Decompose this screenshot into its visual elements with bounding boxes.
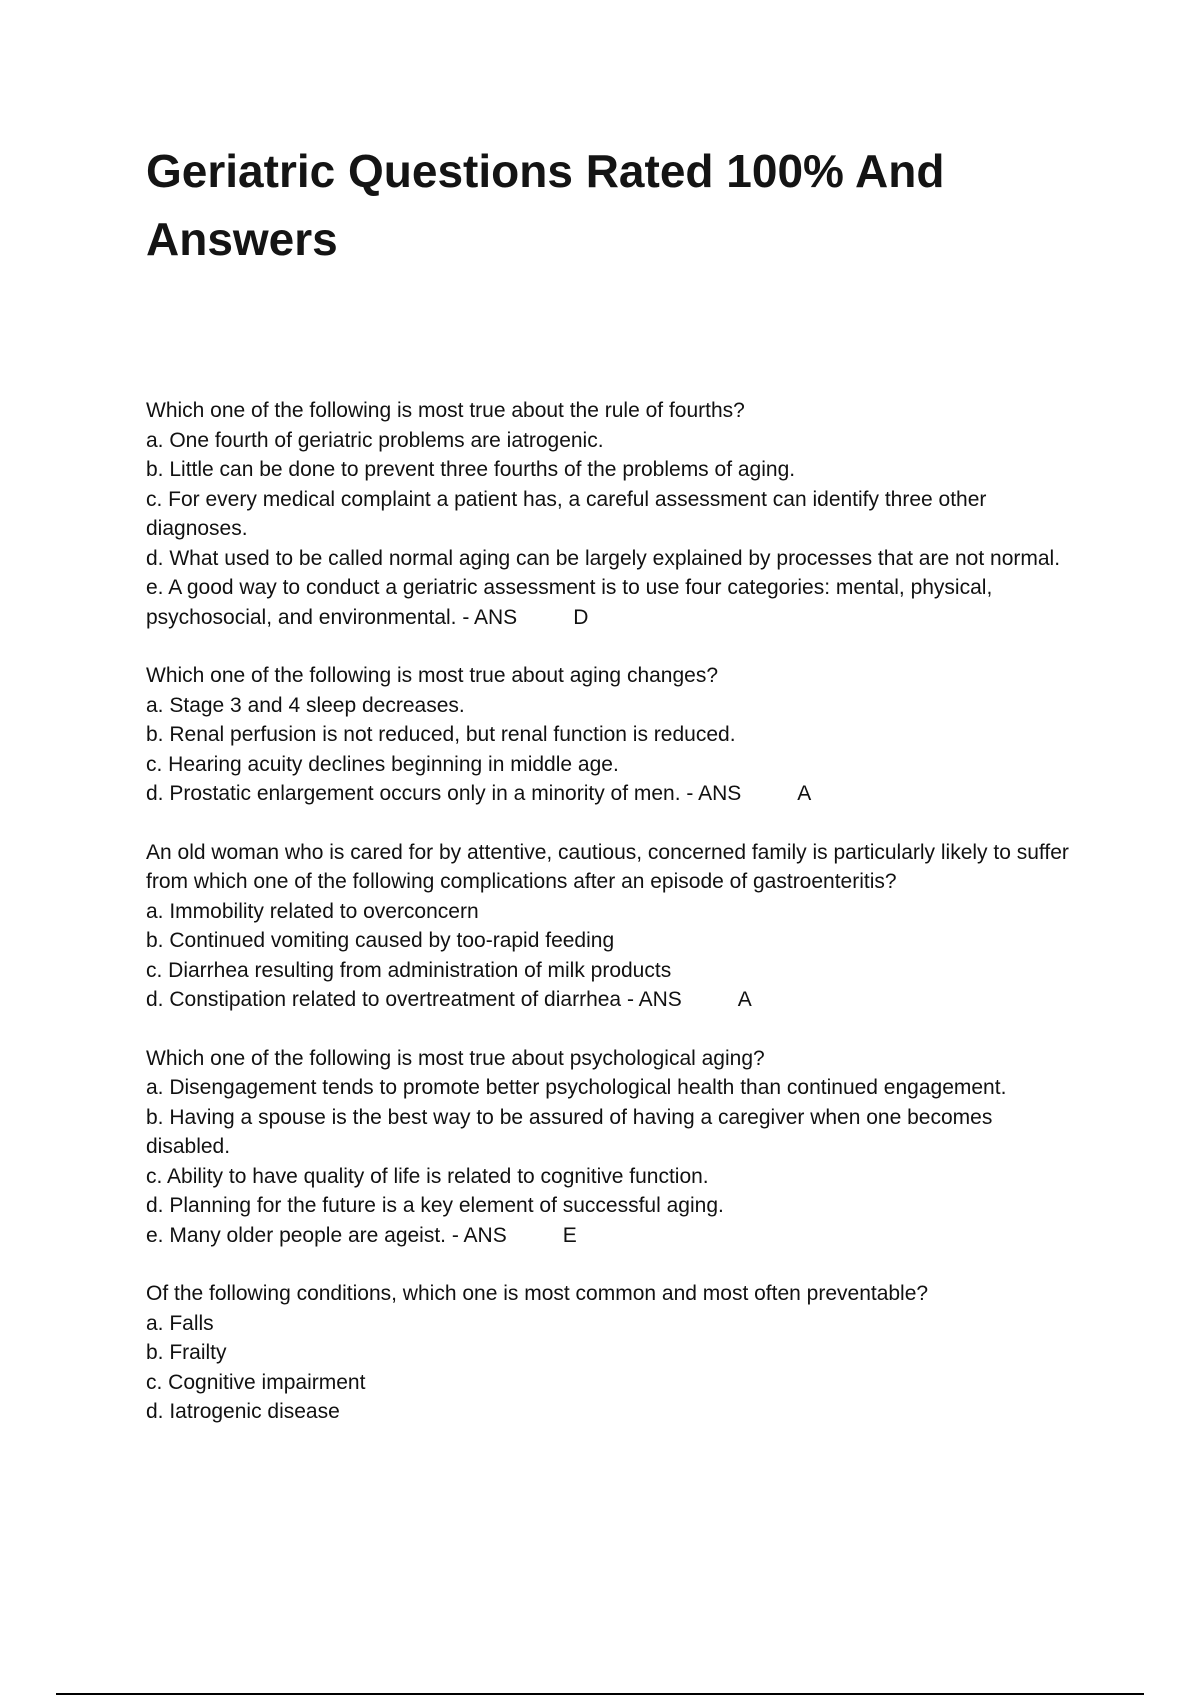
answer-option: c. Hearing acuity declines beginning in middle age. — [146, 752, 619, 776]
answer-option: d. Iatrogenic disease — [146, 1400, 340, 1423]
answer-option: a. One fourth of geriatric problems are iatrogenic. — [146, 428, 604, 452]
answer-option: a. Disengagement tends to promote better psychological health than continued engagement. — [146, 1076, 1007, 1099]
answer-option: b. Renal perfusion is not reduced, but renal function is reduced. — [146, 723, 736, 746]
question-stem: Which one of the following is most true about psychological aging? — [146, 1046, 765, 1070]
correct-answer: E — [562, 1223, 577, 1247]
question-block — [146, 1044, 1076, 1251]
answer-option-text: d. Constipation related to overtreatment of diarrhea - ANS — [146, 988, 682, 1011]
question-stem: Which one of the following is most true about the rule of fourths? — [146, 399, 745, 422]
question-list — [146, 396, 1076, 1456]
correct-answer: A — [737, 988, 752, 1011]
answer-option-final — [146, 1221, 1076, 1251]
answer-option: d. What used to be called normal aging can be largely explained by processes that are not normal. — [146, 546, 1061, 570]
answer-option-final — [146, 985, 1076, 1015]
footer-divider — [56, 1693, 1144, 1695]
question-block — [146, 661, 1076, 809]
question-stem: Which one of the following is most true about aging changes? — [146, 664, 719, 687]
answer-option: b. Frailty — [146, 1341, 227, 1364]
answer-option: b. Having a spouse is the best way to be assured of having a caregiver when one becomes disabled. — [146, 1105, 993, 1158]
answer-option: a. Immobility related to overconcern — [146, 899, 479, 923]
answer-option: a. Falls — [146, 1311, 214, 1335]
question-stem: An old woman who is cared for by attentive, cautious, concerned family is particularly likely to suffer from which one of the following complications after an episode of gastroenteritis? — [146, 840, 1069, 893]
question-block — [146, 396, 1076, 632]
answer-option-text: e. Many older people are ageist. - ANS — [146, 1223, 507, 1247]
question-block — [146, 838, 1076, 1015]
question-stem: Of the following conditions, which one is most common and most often preventable? — [146, 1282, 929, 1305]
answer-option: c. Ability to have quality of life is related to cognitive function. — [146, 1164, 709, 1188]
correct-answer: A — [797, 782, 812, 805]
correct-answer: D — [573, 605, 589, 629]
answer-option: b. Little can be done to prevent three fourths of the problems of aging. — [146, 458, 796, 481]
question-block — [146, 1279, 1076, 1427]
answer-option: c. Cognitive impairment — [146, 1370, 366, 1394]
answer-option-text: d. Prostatic enlargement occurs only in a minority of men. - ANS — [146, 782, 742, 805]
answer-option: a. Stage 3 and 4 sleep decreases. — [146, 693, 465, 717]
answer-option: b. Continued vomiting caused by too-rapid feeding — [146, 929, 615, 952]
answer-option: d. Planning for the future is a key element of successful aging. — [146, 1194, 724, 1217]
answer-option: c. For every medical complaint a patient has, a careful assessment can identify three other diagnoses. — [146, 487, 987, 540]
answer-option-final — [146, 779, 1076, 809]
answer-option-text: e. A good way to conduct a geriatric assessment is to use four categories: mental, physical, psychosocial, and environmental. - ANS — [146, 576, 993, 629]
document-title: Geriatric Questions Rated 100% And Answers — [146, 145, 945, 265]
answer-option: c. Diarrhea resulting from administration of milk products — [146, 958, 672, 982]
answer-option-final — [146, 573, 1076, 632]
